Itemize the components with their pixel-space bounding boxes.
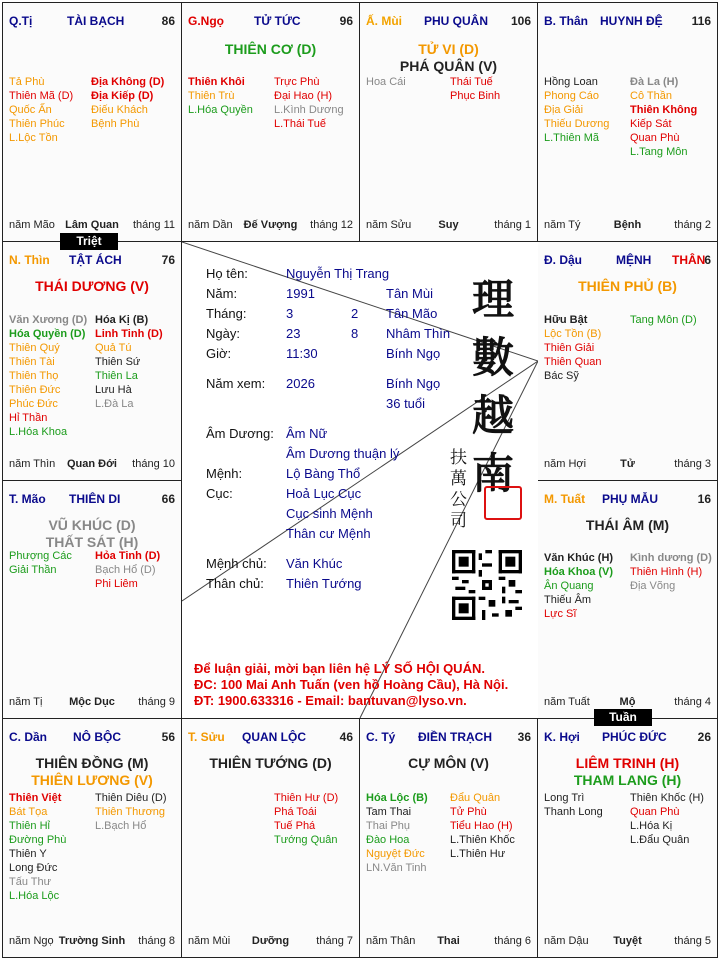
minor-stars-right (450, 75, 500, 103)
day-canchi: Nhâm Thìn (386, 326, 451, 341)
palace-footer (9, 219, 175, 233)
minor-star: Phúc Đức (9, 398, 58, 410)
minor-star: Lộc Tồn (B) (544, 328, 602, 340)
minor-star: L.Kình Dương (274, 104, 344, 116)
palace-ty (2, 2, 182, 242)
main-star: THIÊN TƯỚNG (D) (209, 755, 332, 771)
triet-tag: Triệt (60, 233, 118, 250)
branch-label: T. Sửu (188, 730, 225, 744)
minor-star: L.Bạch Hổ (95, 820, 147, 832)
minor-star: Địa Võng (630, 580, 676, 592)
branch-label: G.Ngọ (188, 14, 224, 28)
thanchu-label: Thân chủ: (206, 576, 264, 591)
minor-stars-left (9, 791, 66, 903)
cuc-value: Hoả Lục Cục (286, 486, 362, 501)
palace-suu (181, 718, 360, 958)
minor-star: L.Thiên Khốc (450, 834, 515, 846)
minor-star: Văn Xương (D) (9, 314, 88, 326)
minor-star: Điếu Khách (91, 104, 148, 116)
major-period-age: 96 (339, 14, 353, 28)
branch-label: Q.Tị (9, 14, 33, 28)
sub-calligraphy-2: 萬 (450, 469, 467, 489)
menhchu-label: Mệnh chủ: (206, 556, 267, 571)
minor-star: Thiên Thọ (9, 370, 59, 382)
minor-star: Quan Phù (630, 132, 680, 144)
minor-stars-left (544, 313, 601, 383)
year-label: năm Mão (9, 219, 55, 231)
amduong-value: Âm Nữ (286, 426, 328, 441)
branch-label: Ấ. Mùi (366, 14, 402, 28)
month-solar: 3 (286, 306, 294, 321)
minor-star: Thiên Y (9, 848, 47, 860)
minor-star: Hỉ Thần (9, 412, 48, 424)
life-stage: Bệnh (613, 219, 642, 231)
amduong-label: Âm Dương: (206, 426, 274, 441)
palace-footer (544, 935, 711, 949)
palace-header (544, 253, 711, 267)
minor-star: Thanh Long (544, 806, 603, 818)
minor-stars-right (274, 75, 344, 131)
minor-stars-right (450, 791, 515, 861)
main-star: THIÊN ĐỒNG (M) (35, 755, 149, 771)
branch-label: C. Tý (366, 730, 396, 744)
year-label: năm Thìn (9, 458, 56, 470)
year-label: năm Sửu (366, 219, 412, 231)
life-stage: Mộc Dục (69, 696, 115, 708)
minor-stars-left (544, 75, 609, 145)
palace-name: TÀI BẠCH (67, 14, 125, 28)
minor-star: Phi Liêm (95, 578, 138, 590)
palace-footer (366, 935, 531, 949)
minor-stars-left (366, 75, 406, 89)
age-value: 36 tuổi (386, 396, 426, 411)
life-stage: Mộ (619, 696, 636, 708)
center-info-panel (182, 242, 538, 718)
minor-star: Thiên Thương (95, 806, 166, 818)
sub-calligraphy-4: 司 (450, 511, 467, 531)
minor-star: Tử Phù (450, 806, 487, 818)
view-year-label: Năm xem: (206, 376, 266, 391)
minor-star: Hóa Quyền (D) (9, 328, 86, 340)
minor-stars-right (630, 313, 697, 327)
palace-name: ĐIỀN TRẠCH (418, 730, 492, 744)
minor-star: Kiếp Sát (630, 118, 672, 130)
palace-hoi (537, 718, 718, 958)
minor-star: Long Đức (9, 862, 58, 874)
month-label: tháng 11 (132, 219, 175, 231)
minor-stars-right (630, 551, 712, 593)
month-label: tháng 10 (132, 458, 175, 470)
minor-star: Thiên Quan (544, 356, 602, 368)
minor-star: L.Hóa Khoa (9, 426, 68, 438)
view-year-value: 2026 (286, 376, 315, 391)
minor-star: Tả Phù (9, 76, 45, 88)
palace-name: PHỤ MẪU (602, 492, 658, 506)
minor-star: Bát Tọa (9, 806, 48, 818)
minor-star: Đường Phù (9, 834, 67, 846)
palace-footer (188, 219, 353, 233)
minor-star: Hoa Cái (366, 76, 406, 88)
name-label: Họ tên: (206, 266, 248, 281)
minor-star: Thái Tuế (450, 76, 493, 88)
minor-star: Thiên Tài (9, 356, 55, 368)
month-lunar: 2 (351, 306, 359, 321)
palace-footer (9, 935, 175, 949)
minor-star: Thiên La (95, 370, 138, 382)
minor-star: Lưu Hà (95, 384, 132, 396)
main-star: TỬ VI (D) (418, 41, 479, 57)
month-label: tháng 4 (674, 696, 711, 708)
year-value: 1991 (286, 286, 315, 301)
minor-star: Văn Khúc (H) (544, 552, 614, 564)
life-stage: Dưỡng (251, 935, 290, 947)
menh-value: Lộ Bàng Thổ (286, 466, 361, 481)
minor-star: L.Thái Tuế (274, 118, 326, 130)
minor-star: L.Tang Môn (630, 146, 688, 158)
branch-label: K. Hợi (544, 730, 580, 744)
minor-star: Thiên Việt (9, 792, 62, 804)
palace-name: MỆNH (616, 253, 652, 267)
palace-header (366, 730, 531, 744)
minor-star: Đà La (H) (630, 76, 679, 88)
minor-star: Linh Tinh (D) (95, 328, 163, 340)
minor-stars-right (95, 313, 163, 411)
major-period-age: 66 (161, 492, 175, 506)
life-stage: Đế Vượng (243, 219, 298, 231)
life-stage: Tuyệt (613, 935, 642, 947)
minor-star: Đẩu Quân (450, 792, 501, 804)
minor-stars-right (274, 791, 338, 847)
life-stage: Tử (620, 458, 635, 470)
minor-stars-right (630, 791, 704, 847)
minor-star: Thai Phụ (366, 820, 411, 832)
palace-thin (2, 241, 182, 481)
year-label: năm Dậu (544, 935, 589, 947)
minor-star: Lực Sĩ (544, 608, 577, 620)
minor-star: Phượng Các (9, 550, 72, 562)
main-star: THIÊN PHỦ (B) (578, 278, 677, 294)
minor-stars-right (91, 75, 164, 131)
year-label: năm Dần (188, 219, 233, 231)
palace-name: PHU QUÂN (424, 14, 489, 28)
palace-header (9, 730, 175, 744)
main-star: VŨ KHÚC (D) (48, 517, 136, 533)
palace-ngo (181, 2, 360, 242)
view-year-canchi: Bính Ngọ (386, 376, 441, 391)
minor-star: Thiên Hỉ (9, 820, 50, 832)
palace-mao (2, 480, 182, 719)
minor-star: Thiên Diêu (D) (95, 792, 167, 804)
life-stage: Lâm Quan (65, 219, 119, 231)
palace-footer (544, 458, 711, 472)
sub-calligraphy-3: 公 (450, 490, 467, 510)
amduong-note: Âm Dương thuận lý (286, 446, 400, 461)
month-canchi: Tân Mão (386, 306, 438, 321)
year-label: năm Tị (9, 696, 43, 708)
main-star: THIÊN LƯƠNG (V) (31, 772, 153, 788)
main-star: LIÊM TRINH (H) (575, 755, 680, 771)
minor-star: Tuế Phá (274, 820, 316, 832)
month-label: tháng 1 (494, 219, 531, 231)
minor-stars-right (95, 791, 167, 833)
month-label: tháng 9 (138, 696, 175, 708)
minor-star: Thiếu Âm (544, 594, 592, 606)
palace-header (366, 14, 531, 28)
palace-header (544, 14, 711, 28)
minor-star: Phá Toái (274, 806, 317, 818)
minor-star: L.Thiên Mã (544, 132, 600, 144)
minor-star: Thiên Trù (188, 90, 235, 102)
calligraphy-char-3: 越 (472, 391, 515, 440)
branch-label: C. Dần (9, 730, 48, 744)
main-star: THẤT SÁT (H) (45, 534, 139, 550)
hour-label: Giờ: (206, 346, 232, 361)
minor-stars-left (366, 791, 428, 875)
palace-footer (188, 935, 353, 949)
minor-star: Phong Cáo (544, 90, 600, 102)
minor-stars-right (95, 549, 160, 591)
minor-star: Tang Môn (D) (630, 314, 697, 326)
major-period-age: 36 (517, 730, 531, 744)
palace-name: TỬ TỨC (254, 14, 301, 28)
palace-name: NÔ BỘC (73, 730, 121, 744)
main-star: THAM LANG (H) (573, 772, 682, 788)
month-label: tháng 7 (316, 935, 353, 947)
minor-star: Bác Sỹ (544, 370, 579, 382)
palace-tuat (537, 480, 718, 719)
branch-label: Đ. Dậu (544, 253, 583, 267)
tuan-tag: Tuần (594, 709, 652, 726)
minor-star: Bệnh Phù (91, 118, 140, 130)
branch-label: M. Tuất (544, 492, 586, 506)
minor-star: Hồng Loan (544, 76, 598, 88)
minor-stars-left (544, 791, 603, 819)
palace-name: QUAN LỘC (242, 730, 306, 744)
palace-name: THIÊN DI (69, 492, 121, 506)
minor-star: Thiên Giải (544, 342, 595, 354)
major-period-age: 46 (339, 730, 353, 744)
minor-star: Tấu Thư (9, 876, 52, 888)
day-lunar: 8 (351, 326, 359, 341)
minor-stars-right (630, 75, 697, 159)
palace-header (188, 14, 353, 28)
minor-star: Phục Binh (450, 90, 501, 102)
minor-star: L.Hóa Kị (630, 820, 673, 832)
minor-star: Quả Tú (95, 342, 132, 354)
year-label: năm Ngọ (9, 935, 54, 947)
minor-star: Hữu Bật (544, 314, 588, 326)
palace-footer (544, 696, 711, 710)
day-label: Ngày: (206, 326, 240, 341)
cuc-note-1: Cục sinh Mệnh (286, 506, 373, 521)
palace-name: HUYNH ĐỆ (600, 14, 663, 28)
red-seal (484, 486, 522, 520)
minor-star: L.Thiên Hư (450, 848, 506, 860)
palace-dau (537, 241, 718, 481)
minor-star: L.Lộc Tồn (9, 132, 58, 144)
qr-code (452, 550, 522, 620)
palace-than (537, 2, 718, 242)
major-period-age: 26 (697, 730, 711, 744)
palace-tys (359, 718, 538, 958)
palace-footer (9, 696, 175, 710)
branch-label: N. Thìn (9, 253, 50, 267)
than-marker: THÂN (672, 253, 706, 267)
year-label: năm Tý (544, 219, 581, 231)
month-label: tháng 12 (310, 219, 353, 231)
palace-footer (366, 219, 531, 233)
month-label: tháng 8 (138, 935, 175, 947)
minor-star: Đại Hao (H) (274, 90, 333, 102)
minor-star: Tiểu Hao (H) (450, 820, 513, 832)
minor-stars-left (9, 549, 72, 577)
month-label: tháng 5 (674, 935, 711, 947)
minor-star: Thiên Không (630, 104, 698, 116)
minor-star: Giải Thần (9, 564, 57, 576)
minor-star: L.Hóa Quyền (188, 104, 253, 116)
day-solar: 23 (286, 326, 301, 341)
minor-star: Tướng Quân (274, 834, 338, 846)
life-stage: Trường Sinh (58, 935, 126, 947)
calligraphy-char-1: 理 (472, 275, 515, 324)
sub-calligraphy-1: 扶 (450, 448, 467, 468)
menhchu-value: Văn Khúc (286, 556, 343, 571)
year-label: năm Mùi (188, 935, 231, 947)
minor-star: L.Hóa Lộc (9, 890, 60, 902)
major-period-age: 56 (161, 730, 175, 744)
major-period-age: 76 (161, 253, 175, 267)
life-stage: Quan Đới (67, 458, 117, 470)
minor-star: Thiên Đức (9, 384, 61, 396)
major-period-age: 16 (697, 492, 711, 506)
horoscope-chart (2, 2, 718, 958)
main-star: THÁI DƯƠNG (V) (35, 278, 149, 294)
minor-star: Thiên Sứ (95, 356, 141, 368)
minor-star: Thiên Mã (D) (9, 90, 74, 102)
cuc-note-2: Thân cư Mệnh (286, 526, 371, 541)
minor-star: Địa Kiếp (D) (91, 90, 154, 102)
palace-header (544, 730, 711, 744)
major-period-age: 106 (510, 14, 531, 28)
palace-header (9, 253, 175, 267)
palace-mui (359, 2, 538, 242)
main-star: PHÁ QUÂN (V) (399, 58, 498, 74)
year-label: năm Hợi (544, 458, 587, 470)
hour-value: 11:30 (286, 346, 318, 361)
minor-star: Kình dương (D) (630, 552, 712, 564)
cuc-label: Cục: (206, 486, 233, 501)
minor-star: Cô Thần (630, 90, 672, 102)
name-value: Nguyễn Thị Trang (286, 266, 390, 281)
minor-stars-left (9, 313, 87, 439)
minor-star: Thiếu Dương (544, 118, 610, 130)
minor-star: Địa Giải (544, 104, 584, 116)
minor-star: Tam Thai (366, 806, 412, 818)
branch-label: T. Mão (9, 492, 46, 506)
menh-label: Mệnh: (206, 466, 243, 481)
minor-star: Long Trì (544, 792, 585, 804)
minor-star: Thiên Phúc (9, 118, 65, 130)
minor-star: Thiên Hư (D) (274, 792, 339, 804)
palace-header (9, 492, 175, 506)
minor-star: Đào Hoa (366, 834, 410, 846)
major-period-age: 6 (704, 253, 711, 267)
minor-star: Hóa Khoa (V) (544, 566, 614, 578)
palace-name: TẬT ÁCH (69, 253, 122, 267)
year-canchi: Tân Mùi (386, 286, 433, 301)
thanchu-value: Thiên Tướng (286, 576, 362, 591)
major-period-age: 86 (161, 14, 175, 28)
palace-footer (544, 219, 711, 233)
contact-line-1: Để luận giải, mời bạn liên hệ LÝ SỐ HỘI QUÁN. (194, 661, 485, 676)
month-label: Tháng: (206, 306, 247, 321)
minor-star: Hóa Kị (B) (95, 314, 149, 326)
minor-star: L.Đẩu Quân (630, 834, 690, 846)
minor-star: LN.Văn Tinh (366, 862, 427, 874)
minor-star: L.Đà La (95, 398, 134, 410)
life-stage: Suy (438, 219, 459, 231)
minor-star: Ân Quang (544, 580, 594, 592)
minor-stars-left (544, 551, 613, 621)
minor-star: Hóa Lộc (B) (366, 792, 428, 804)
palace-header (9, 14, 175, 28)
minor-star: Quốc Ấn (9, 104, 52, 116)
calligraphy-char-4: 南 (472, 449, 515, 498)
life-stage: Thai (437, 935, 460, 947)
month-label: tháng 3 (674, 458, 711, 470)
calligraphy-char-2: 數 (472, 333, 515, 382)
minor-star: Quan Phù (630, 806, 680, 818)
minor-star: Địa Không (D) (91, 76, 165, 88)
branch-label: B. Thân (544, 14, 588, 28)
minor-star: Thiên Khôi (188, 76, 245, 88)
month-label: tháng 2 (674, 219, 711, 231)
palace-dan (2, 718, 182, 958)
year-label: năm Thân (366, 935, 416, 947)
palace-footer (9, 458, 175, 472)
minor-star: Trực Phù (274, 76, 320, 88)
minor-star: Nguyệt Đức (366, 848, 425, 860)
palace-header (188, 730, 353, 744)
major-period-age: 116 (691, 14, 711, 28)
minor-stars-left (188, 75, 253, 117)
year-label: Năm: (206, 286, 238, 301)
palace-header (544, 492, 711, 506)
minor-star: Bạch Hổ (D) (95, 564, 156, 576)
main-star: CỰ MÔN (V) (408, 755, 489, 771)
hour-canchi: Bính Ngọ (386, 346, 441, 361)
palace-name: PHÚC ĐỨC (602, 730, 667, 744)
minor-star: Thiên Quý (9, 342, 60, 354)
main-star: THIÊN CƠ (D) (224, 41, 317, 57)
main-star: THÁI ÂM (M) (585, 517, 670, 533)
minor-star: Thiên Khốc (H) (630, 792, 704, 804)
year-label: năm Tuất (544, 696, 590, 708)
month-label: tháng 6 (494, 935, 531, 947)
minor-star: Thiên Hình (H) (630, 566, 703, 578)
minor-star: Hỏa Tinh (D) (95, 550, 161, 562)
minor-stars-left (9, 75, 73, 145)
contact-line-2: ĐC: 100 Mai Anh Tuấn (ven hồ Hoàng Cầu), Hà Nội. (194, 677, 509, 692)
contact-line-3: ĐT: 1900.633316 - Email: bantuvan@lyso.vn. (194, 693, 467, 708)
